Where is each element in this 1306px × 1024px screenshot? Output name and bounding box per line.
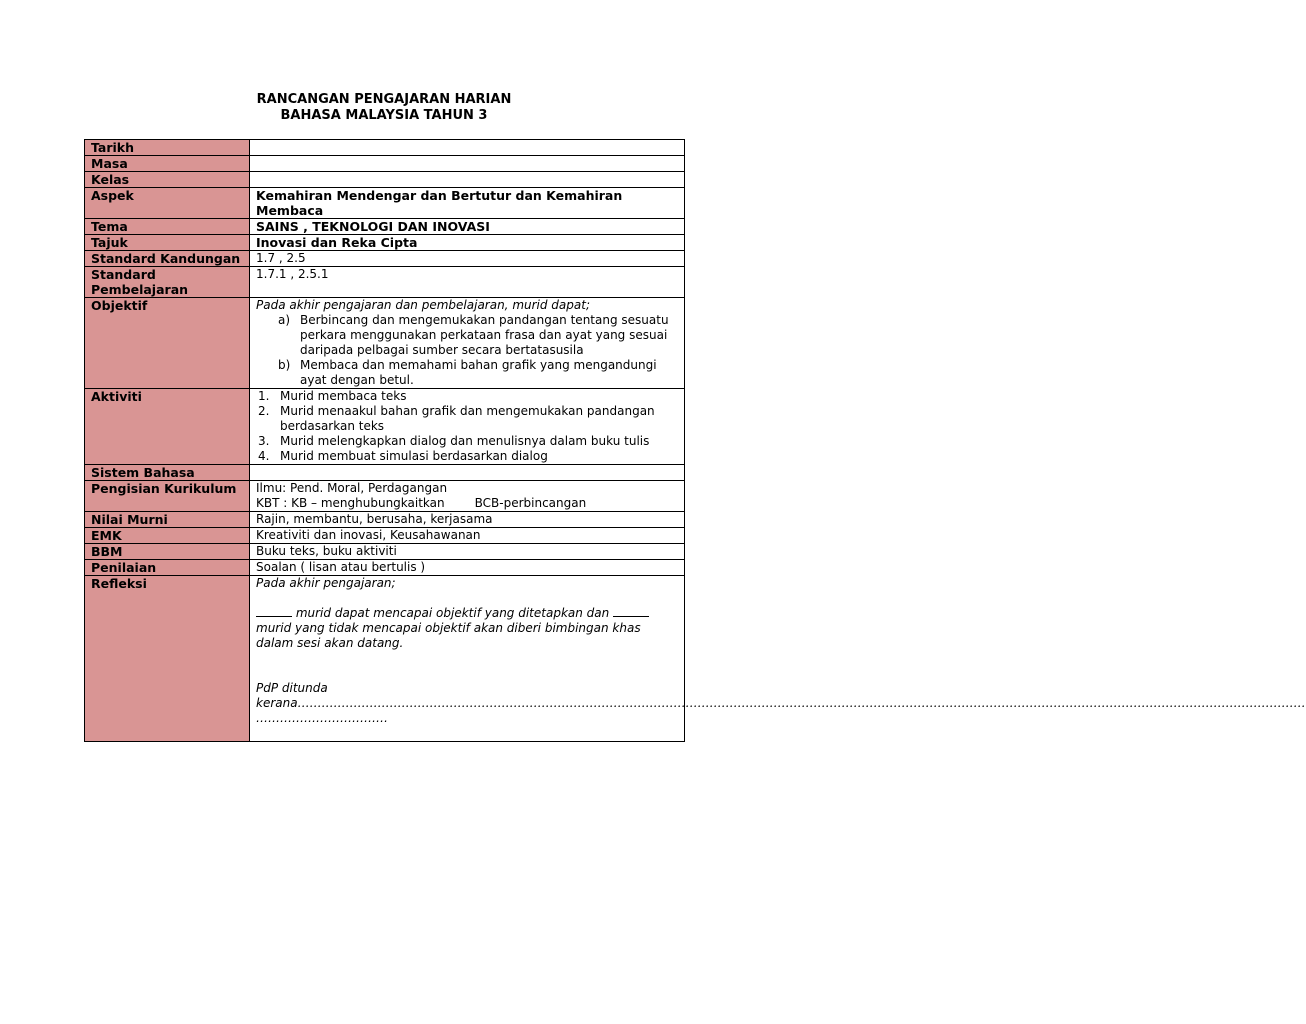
label-bbm: BBM	[85, 544, 250, 560]
objektif-intro: Pada akhir pengajaran dan pembelajaran, murid dapat;	[256, 298, 590, 312]
row-tarikh	[85, 140, 685, 156]
label-aktiviti: Aktiviti	[85, 389, 250, 465]
aktiviti-marker: 1.	[258, 389, 270, 403]
row-masa	[85, 156, 685, 172]
aktiviti-list	[256, 389, 678, 464]
value-aspek: Kemahiran Mendengar dan Bertutur dan Kemahiran Membaca	[250, 188, 685, 219]
value-aktiviti	[250, 389, 685, 465]
label-tarikh: Tarikh	[85, 140, 250, 156]
label-emk: EMK	[85, 528, 250, 544]
label-refleksi: Refleksi	[85, 576, 250, 742]
row-standard-pembelajaran	[85, 267, 685, 298]
value-kelas[interactable]	[250, 172, 685, 188]
aktiviti-text: Murid menaakul bahan grafik dan mengemukakan pandangan berdasarkan teks	[280, 404, 655, 433]
label-tema: Tema	[85, 219, 250, 235]
refleksi-kerana-cont[interactable]: ……………………………	[256, 711, 388, 725]
aktiviti-item	[256, 389, 678, 404]
row-nilai-murni	[85, 512, 685, 528]
value-refleksi	[250, 576, 1306, 742]
label-aspek: Aspek	[85, 188, 250, 219]
row-emk	[85, 528, 685, 544]
kurikulum-bcb: BCB-perbincangan	[474, 496, 587, 510]
value-penilaian: Soalan ( lisan atau bertulis )	[250, 560, 685, 576]
aktiviti-marker: 2.	[258, 404, 270, 418]
value-bbm: Buku teks, buku aktiviti	[250, 544, 685, 560]
label-standard-kandungan: Standard Kandungan	[85, 251, 250, 267]
lesson-plan-table	[84, 139, 1306, 742]
title-line-2: BAHASA MALAYSIA TAHUN 3	[280, 108, 488, 123]
refleksi-seg-1: murid dapat mencapai objektif yang ditetapkan dan	[295, 606, 610, 620]
refleksi-blank-1[interactable]	[256, 606, 292, 617]
value-objektif	[250, 298, 685, 389]
title-line-1: RANCANGAN PENGAJARAN HARIAN	[256, 92, 512, 107]
aktiviti-marker: 4.	[258, 449, 270, 463]
objektif-marker: a)	[278, 313, 291, 327]
kurikulum-line-1: Ilmu: Pend. Moral, Perdagangan	[256, 481, 448, 495]
label-standard-pembelajaran: Standard Pembelajaran	[85, 267, 250, 298]
row-pengisian-kurikulum	[85, 481, 685, 512]
label-penilaian: Penilaian	[85, 560, 250, 576]
refleksi-seg-2: murid yang tidak mencapai objektif akan diberi bimbingan khas dalam sesi akan datang.	[256, 621, 641, 650]
row-kelas	[85, 172, 685, 188]
row-refleksi	[85, 576, 685, 742]
row-sistem-bahasa	[85, 465, 685, 481]
value-emk: Kreativiti dan inovasi, Keusahawanan	[250, 528, 685, 544]
label-masa: Masa	[85, 156, 250, 172]
value-nilai-murni: Rajin, membantu, berusaha, kerjasama	[250, 512, 685, 528]
refleksi-paragraph	[256, 606, 678, 651]
aktiviti-item	[256, 434, 678, 449]
refleksi-pdp: PdP ditunda	[256, 681, 328, 695]
refleksi-line-1: Pada akhir pengajaran;	[256, 576, 396, 590]
label-pengisian-kurikulum: Pengisian Kurikulum	[85, 481, 250, 512]
objektif-item	[256, 313, 678, 358]
label-objektif: Objektif	[85, 298, 250, 389]
kurikulum-kbt: KBT : KB – menghubungkaitkan	[256, 496, 445, 510]
value-standard-pembelajaran: 1.7.1 , 2.5.1	[250, 267, 685, 298]
row-penilaian	[85, 560, 685, 576]
aktiviti-text: Murid membuat simulasi berdasarkan dialog	[280, 449, 548, 463]
objektif-marker: b)	[278, 358, 291, 372]
row-bbm	[85, 544, 685, 560]
value-masa[interactable]	[250, 156, 685, 172]
objektif-item	[256, 358, 678, 388]
objektif-text: Membaca dan memahami bahan grafik yang mengandungi ayat dengan betul.	[300, 358, 657, 387]
aktiviti-marker: 3.	[258, 434, 270, 448]
value-pengisian-kurikulum	[250, 481, 685, 512]
label-nilai-murni: Nilai Murni	[85, 512, 250, 528]
row-standard-kandungan	[85, 251, 685, 267]
row-tema	[85, 219, 685, 235]
label-tajuk: Tajuk	[85, 235, 250, 251]
refleksi-kerana[interactable]: kerana………………………………………………………………………………………………………………………………………………………………………………………………………………………………	[256, 696, 1306, 710]
aktiviti-text: Murid membaca teks	[280, 389, 407, 403]
objektif-list	[256, 313, 678, 388]
aktiviti-text: Murid melengkapkan dialog dan menulisnya dalam buku tulis	[280, 434, 650, 448]
value-tema: SAINS , TEKNOLOGI DAN INOVASI	[250, 219, 685, 235]
label-kelas: Kelas	[85, 172, 250, 188]
row-tajuk	[85, 235, 685, 251]
page-title	[0, 92, 768, 124]
aktiviti-item	[256, 449, 678, 464]
value-standard-kandungan: 1.7 , 2.5	[250, 251, 685, 267]
value-tarikh[interactable]	[250, 140, 685, 156]
label-sistem-bahasa: Sistem Bahasa	[85, 465, 250, 481]
value-tajuk: Inovasi dan Reka Cipta	[250, 235, 685, 251]
aktiviti-item	[256, 404, 678, 434]
objektif-text: Berbincang dan mengemukakan pandangan tentang sesuatu perkara menggunakan perkataan frasa dan ayat yang sesuai daripada pelbagai sumber secara bertatasusila	[300, 313, 669, 357]
row-aspek	[85, 188, 685, 219]
kurikulum-line-2	[256, 496, 678, 511]
refleksi-blank-2[interactable]	[613, 606, 649, 617]
row-objektif	[85, 298, 685, 389]
value-sistem-bahasa[interactable]	[250, 465, 685, 481]
row-aktiviti	[85, 389, 685, 465]
